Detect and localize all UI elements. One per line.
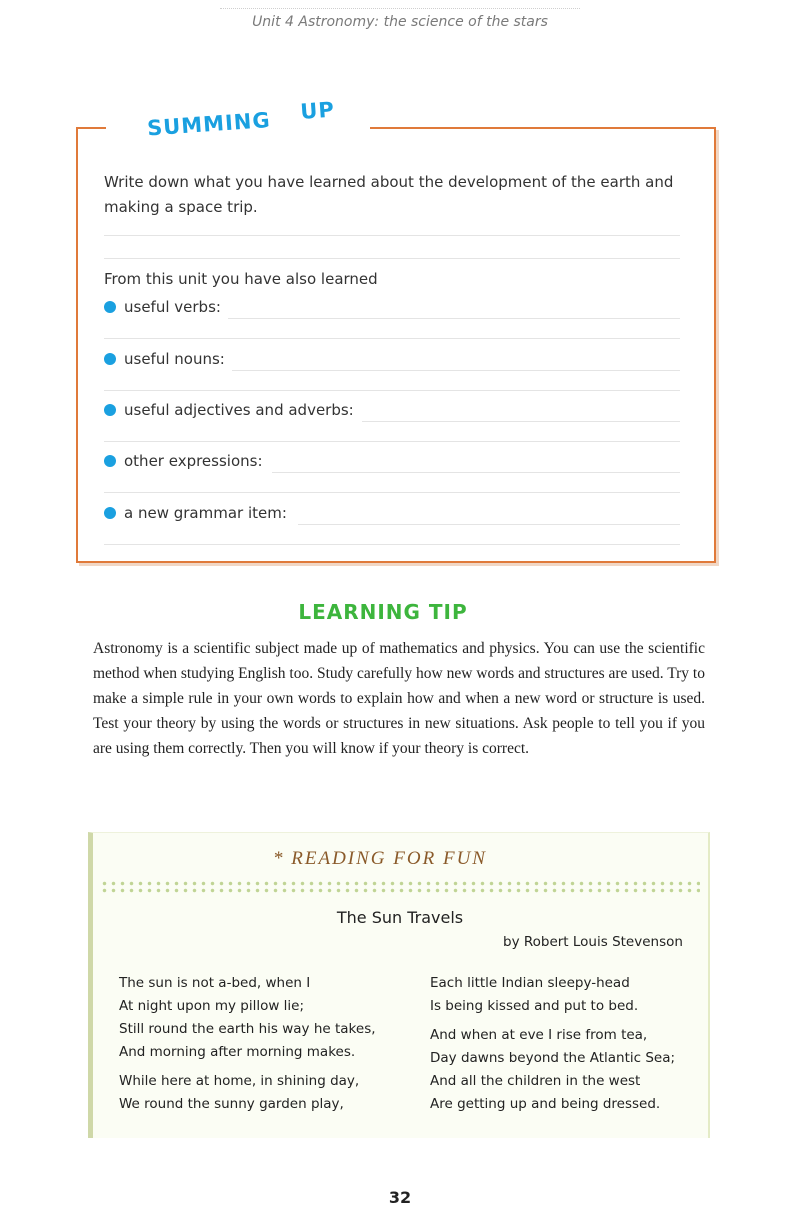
poem-line: We round the sunny garden play, [119, 1096, 344, 1112]
poem-line: Are getting up and being dressed. [430, 1096, 661, 1112]
poem-stanza-right-2 [430, 1024, 675, 1116]
poem-line: Day dawns beyond the Atlantic Sea; [430, 1050, 676, 1066]
writing-line [104, 544, 680, 545]
bullet-dot-icon [104, 404, 116, 416]
poem-line: And when at eve I rise from tea, [430, 1027, 648, 1043]
poem-line: Is being kissed and put to bed. [430, 998, 639, 1014]
writing-line [104, 492, 680, 493]
summing-up-title-part1: SUMMING [146, 107, 272, 141]
learned-item-adjectives: useful adjectives and adverbs: [104, 401, 354, 419]
writing-line [104, 441, 680, 442]
page-number: 32 [388, 1188, 412, 1207]
bullet-dot-icon [104, 301, 116, 313]
bullet-dot-icon [104, 455, 116, 467]
writing-line [104, 338, 680, 339]
poem-line: Each little Indian sleepy-head [430, 975, 630, 991]
bullet-dot-icon [104, 507, 116, 519]
writing-line [104, 235, 680, 236]
learned-item-grammar: a new grammar item: [104, 504, 287, 522]
reading-for-fun-title: * READING FOR FUN [273, 848, 487, 869]
poem-stanza-right-1 [430, 972, 638, 1018]
writing-line [362, 421, 680, 422]
header-rule [220, 0, 580, 9]
summing-up-title-part2: UP [299, 97, 336, 124]
summing-up-instruction: Write down what you have learned about the development of the earth and making a space trip. [104, 173, 674, 216]
poem-line: And all the children in the west [430, 1073, 641, 1089]
poem-line: Still round the earth his way he takes, [119, 1021, 376, 1037]
learned-item-nouns: useful nouns: [104, 350, 225, 368]
writing-line [272, 472, 680, 473]
learning-tip-title: LEARNING TIP [298, 600, 468, 624]
writing-line [104, 390, 680, 391]
summing-up-border-right [370, 127, 716, 129]
poem-stanza-left-1 [119, 972, 376, 1064]
writing-line [104, 258, 680, 259]
bullet-dot-icon [104, 353, 116, 365]
poem-stanza-left-2 [119, 1070, 359, 1116]
learned-item-expressions: other expressions: [104, 452, 263, 470]
unit-header: Unit 4 Astronomy: the science of the stars [252, 14, 548, 30]
poem-line: While here at home, in shining day, [119, 1073, 360, 1089]
poem-title: The Sun Travels [336, 908, 464, 927]
poem-line: At night upon my pillow lie; [119, 998, 305, 1014]
vine-divider-icon [100, 880, 700, 894]
learned-item-verbs: useful verbs: [104, 298, 221, 316]
learned-intro: From this unit you have also learned [104, 270, 378, 288]
summing-up-border-left [76, 127, 106, 129]
poem-line: And morning after morning makes. [119, 1044, 356, 1060]
poem-line: The sun is not a-bed, when I [119, 975, 311, 991]
writing-line [298, 524, 680, 525]
writing-line [232, 370, 680, 371]
poem-author: by Robert Louis Stevenson [503, 934, 683, 950]
learning-tip-body: Astronomy is a scientific subject made up of mathematics and physics. You can use the scientific method when studying English too. Study carefully how new words and structures are used. Try to make a simple rule in your own words to explain how and when a new word or structure is used. Test your theory by using the words or structures in new situations. Ask people to tell you if you are using them correctly. Then you will know if your theory is correct. [93, 640, 705, 757]
writing-line [228, 318, 680, 319]
